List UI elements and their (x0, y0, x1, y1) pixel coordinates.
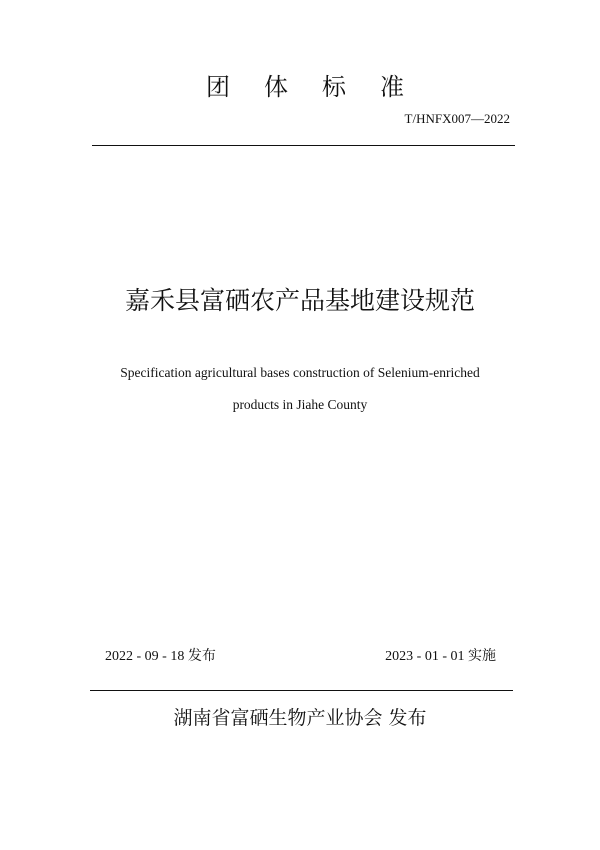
implement-date: 2023 - 01 - 01 实施 (385, 649, 496, 664)
publisher: 湖南省富硒生物产业协会 发布 (173, 707, 427, 729)
standard-type-heading: 团体标准 (206, 73, 438, 101)
standard-code: T/HNFX007—2022 (404, 111, 510, 126)
top-divider (92, 145, 515, 146)
document-title-cn: 嘉禾县富硒农产品基地建设规范 (124, 286, 475, 315)
document-title-en-line1: Specification agricultural bases construction of Selenium-enriched (120, 365, 480, 380)
bottom-divider (90, 690, 513, 691)
document-title-en-line2: products in Jiahe County (232, 397, 368, 412)
publish-date: 2022 - 09 - 18 发布 (105, 649, 216, 664)
